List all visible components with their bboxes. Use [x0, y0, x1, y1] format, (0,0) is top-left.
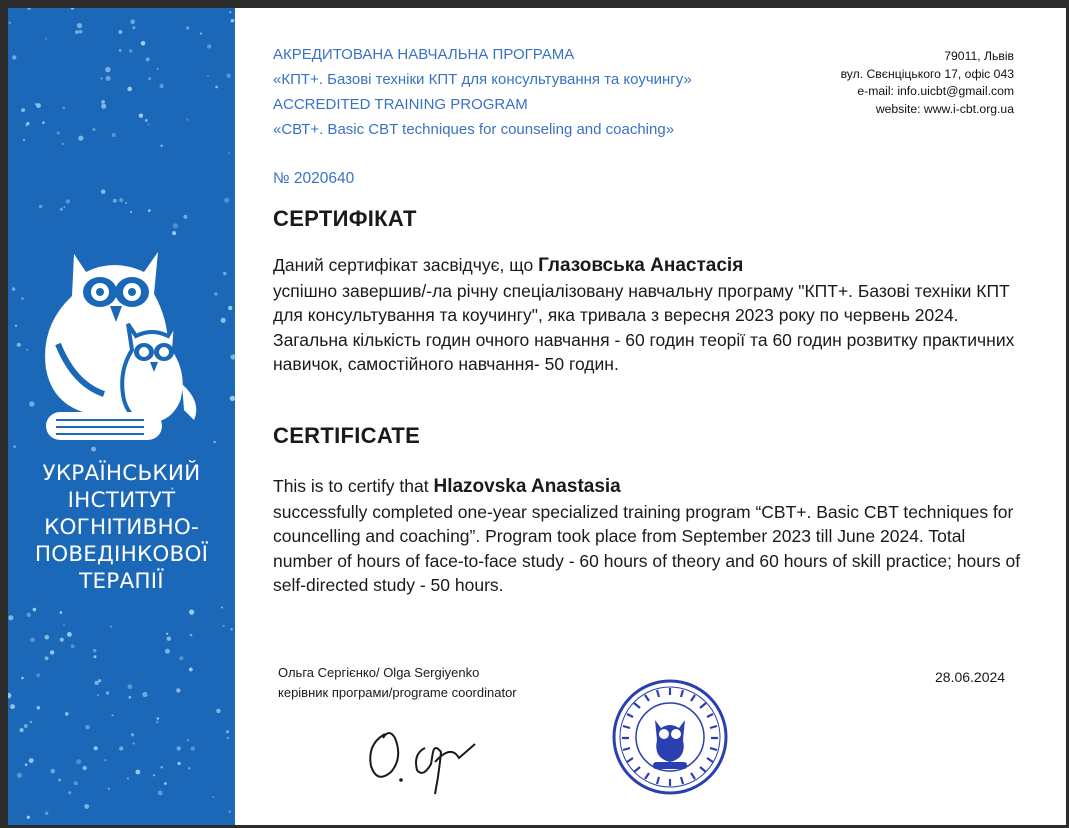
decorative-dot: [153, 774, 155, 776]
decorative-dot: [94, 746, 98, 750]
decorative-dot: [130, 19, 135, 24]
decorative-dot: [45, 38, 47, 40]
decorative-dot: [42, 121, 45, 124]
institute-name: [8, 460, 235, 595]
decorative-dot: [27, 816, 30, 819]
contact-website: website: www.i-cbt.org.ua: [875, 101, 1014, 116]
decorative-dot: [131, 733, 134, 736]
decorative-dot: [119, 49, 122, 52]
decorative-dot: [230, 396, 235, 401]
decorative-dot: [145, 119, 148, 122]
decorative-dot: [21, 677, 24, 680]
decorative-dot: [12, 287, 16, 291]
decorative-dot: [100, 77, 103, 80]
decorative-dot: [85, 725, 89, 729]
contact-address: вул. Свєнціцького 17, офіс 043: [840, 66, 1014, 81]
decorative-dot: [189, 610, 194, 615]
decorative-dot: [17, 343, 21, 347]
decorative-dot: [30, 638, 35, 643]
institute-name-line: ІНСТИТУТ: [67, 488, 176, 513]
decorative-dot: [106, 691, 109, 694]
owl-logo-icon: [34, 234, 206, 444]
decorative-dot: [106, 76, 111, 81]
coordinator-role: керівник програми/programe coordinator: [278, 685, 517, 700]
decorative-dot: [93, 649, 96, 652]
recipient-name-en: Hlazovska Anastasia: [433, 476, 621, 497]
official-seal-icon: [611, 678, 729, 796]
decorative-dot: [9, 22, 11, 24]
decorative-dot: [161, 766, 163, 768]
decorative-dot: [128, 684, 133, 689]
decorative-dot: [166, 633, 168, 635]
decorative-dot: [231, 19, 234, 22]
decorative-dot: [30, 721, 33, 724]
decorative-dot: [67, 632, 72, 637]
decorative-dot: [132, 26, 135, 29]
decorative-dot: [58, 779, 61, 782]
decorative-dot: [8, 615, 13, 620]
decorative-dot: [50, 650, 54, 654]
decorative-dot: [234, 19, 235, 21]
decorative-dot: [223, 625, 225, 627]
decorative-dot: [188, 767, 191, 770]
decorative-dot: [214, 292, 218, 296]
decorative-dot: [119, 746, 123, 750]
decorative-dot: [75, 30, 79, 34]
decorative-dot: [25, 124, 27, 126]
decorative-dot: [228, 810, 231, 813]
certificate-page: [8, 8, 1066, 825]
decorative-dot: [191, 746, 196, 751]
decorative-dot: [71, 8, 74, 10]
decorative-dot: [187, 739, 190, 742]
decorative-dot: [92, 128, 95, 131]
decorative-dot: [148, 124, 150, 126]
decorative-dot: [139, 114, 143, 118]
decorative-dot: [8, 693, 11, 698]
program-title-en: «СВТ+. Basic CBT techniques for counseling and coaching»: [273, 121, 675, 138]
decorative-dot: [179, 656, 183, 660]
decorative-dot: [60, 208, 63, 211]
coordinator-block: [278, 663, 517, 703]
decorative-dot: [111, 714, 113, 716]
decorative-dot: [226, 730, 229, 733]
institute-name-line: ТЕРАПІЇ: [79, 569, 164, 594]
decorative-dot: [142, 692, 147, 697]
decorative-dot: [94, 655, 97, 658]
certificate-content: [273, 8, 1053, 825]
decorative-dot: [133, 742, 135, 744]
decorative-dot: [221, 607, 223, 609]
program-label-en: ACCREDITED TRAINING PROGRAM: [273, 96, 528, 113]
program-title-block: [273, 42, 692, 142]
decorative-dot: [216, 709, 220, 713]
contact-block: [841, 48, 1014, 118]
intro-line-en: [273, 474, 1023, 500]
institute-name-line: УКРАЇНСЬКИЙ: [42, 461, 201, 486]
intro-text-en: This is to certify that: [273, 476, 434, 496]
decorative-dot: [33, 608, 37, 612]
decorative-dot: [186, 26, 189, 29]
decorative-dot: [57, 131, 61, 135]
decorative-dot: [183, 215, 187, 219]
decorative-dot: [105, 67, 110, 72]
decorative-dot: [127, 777, 129, 779]
decorative-dot: [189, 668, 193, 672]
decorative-dot: [27, 8, 31, 10]
decorative-dot: [158, 791, 163, 796]
program-label-ua: АКРЕДИТОВАНА НАВЧАЛЬНА ПРОГРАМА: [273, 46, 575, 63]
decorative-dot: [76, 759, 81, 764]
decorative-dot: [21, 297, 24, 300]
decorative-dot: [101, 189, 106, 194]
decorative-dot: [173, 223, 178, 228]
program-title-ua: «КПТ+. Базові техніки КПТ для консультування та коучингу»: [273, 71, 692, 88]
decorative-dot: [13, 445, 16, 448]
certificate-number: № 2020640: [273, 170, 355, 187]
body-text-ua: успішно завершив/-ла річну спеціалізовану навчальну програму "КПТ+. Базові техніки КПТ для консультування та коучингу", яка тривала з вересня 2023 року по червень 2024. Загальна кількість годин очного навчання - 60 годин теорії та 60 годин розвитку практичних навичок, самостійного навчання- 50 годин.: [273, 280, 1015, 374]
decorative-dot: [128, 696, 131, 699]
decorative-dot: [167, 637, 171, 641]
decorative-dot: [62, 106, 65, 109]
decorative-dot: [129, 49, 132, 52]
decorative-dot: [101, 104, 106, 109]
decorative-dot: [98, 679, 101, 682]
decorative-dot: [84, 804, 89, 809]
decorative-dot: [141, 41, 146, 46]
decorative-dot: [108, 788, 110, 790]
certification-text-en: [273, 474, 1023, 598]
decorative-dot: [63, 206, 65, 208]
body-text-en: successfully completed one-year specialized training program “CBT+. Basic CBT techniques for councelling and coaching”. Program took place from September 2023 till June 2024. Total number of hours of face-to-face study - 60 hours of theory and 60 hours of skill practice; hours of self-directed study - 50 hours.: [273, 501, 1021, 595]
decorative-dot: [60, 638, 64, 642]
decorative-dot: [165, 649, 170, 654]
decorative-dot: [119, 198, 123, 202]
decorative-dot: [68, 791, 71, 794]
decorative-dot: [228, 306, 232, 310]
institute-sidebar: [8, 8, 235, 825]
decorative-dot: [207, 75, 209, 77]
decorative-dot: [207, 44, 211, 48]
decorative-dot: [221, 318, 226, 323]
decorative-dot: [157, 68, 159, 70]
decorative-dot: [130, 211, 132, 213]
decorative-dot: [91, 447, 96, 452]
decorative-dot: [79, 30, 83, 34]
decorative-dot: [65, 712, 69, 716]
decorative-dot: [45, 812, 48, 815]
decorative-dot: [224, 198, 229, 203]
decorative-dot: [227, 737, 230, 740]
heading-en: CERTIFICATE: [273, 423, 421, 448]
decorative-dot: [229, 11, 231, 13]
recipient-name-ua: Глазовська Анастасія: [538, 255, 744, 276]
decorative-dot: [17, 773, 22, 778]
decorative-dot: [24, 724, 28, 728]
decorative-dot: [27, 613, 31, 617]
certification-text-ua: [273, 253, 1023, 377]
decorative-dot: [20, 728, 24, 732]
decorative-dot: [78, 136, 83, 141]
intro-line-ua: [273, 253, 1023, 279]
decorative-dot: [186, 118, 188, 120]
decorative-dot: [10, 704, 15, 709]
decorative-dot: [45, 656, 49, 660]
decorative-dot: [29, 758, 34, 763]
decorative-dot: [77, 23, 82, 28]
decorative-dot: [12, 55, 16, 59]
decorative-dot: [23, 139, 25, 141]
institute-name-line: КОГНІТИВНО-: [44, 515, 199, 540]
decorative-dot: [45, 635, 50, 640]
decorative-dot: [21, 108, 25, 112]
decorative-dot: [60, 611, 63, 614]
decorative-dot: [223, 272, 226, 275]
decorative-dot: [226, 73, 231, 78]
decorative-dot: [104, 759, 106, 761]
heading-ua: СЕРТИФІКАТ: [273, 206, 417, 231]
decorative-dot: [71, 644, 75, 648]
decorative-dot: [97, 694, 99, 696]
issue-date: 28.06.2024: [935, 669, 1006, 685]
decorative-dot: [74, 781, 78, 785]
decorative-dot: [25, 763, 28, 766]
decorative-dot: [230, 628, 233, 631]
contact-city: 79011, Львів: [944, 49, 1014, 63]
decorative-dot: [39, 205, 43, 209]
decorative-dot: [231, 354, 236, 359]
decorative-dot: [15, 325, 17, 327]
decorative-dot: [101, 100, 105, 104]
contact-email: e-mail: info.uicbt@gmail.com: [857, 84, 1014, 98]
decorative-dot: [63, 623, 65, 625]
decorative-dot: [215, 86, 218, 89]
decorative-dot: [148, 209, 151, 212]
decorative-dot: [177, 762, 180, 765]
decorative-dot: [127, 87, 132, 92]
coordinator-name: Ольга Сергієнко/ Olga Sergiyenko: [278, 665, 480, 680]
decorative-dot: [200, 33, 202, 35]
decorative-dot: [110, 626, 112, 628]
decorative-dot: [164, 782, 167, 785]
decorative-dot: [112, 133, 116, 137]
decorative-dot: [190, 634, 193, 637]
intro-text-ua: Даний сертифікат засвідчує, що: [273, 255, 539, 275]
decorative-dot: [66, 199, 70, 203]
decorative-dot: [213, 796, 215, 798]
decorative-dot: [156, 721, 159, 724]
decorative-dot: [136, 770, 141, 775]
decorative-dot: [62, 143, 64, 145]
decorative-dot: [146, 57, 150, 61]
decorative-dot: [176, 688, 180, 692]
institute-name-line: ПОВЕДІНКОВОЇ: [34, 542, 209, 567]
decorative-dot: [213, 441, 216, 444]
decorative-dot: [51, 769, 56, 774]
decorative-dot: [35, 103, 37, 105]
decorative-dot: [113, 199, 117, 203]
decorative-dot: [159, 84, 163, 88]
decorative-dot: [118, 30, 122, 34]
decorative-dot: [26, 349, 28, 351]
decorative-dot: [148, 77, 151, 80]
decorative-dot: [228, 152, 230, 154]
decorative-dot: [160, 144, 163, 147]
decorative-dot: [83, 766, 87, 770]
signature-icon: [355, 714, 483, 806]
decorative-dot: [125, 202, 127, 204]
decorative-dot: [36, 673, 40, 677]
decorative-dot: [157, 717, 160, 720]
decorative-dot: [177, 746, 181, 750]
decorative-dot: [37, 706, 41, 710]
